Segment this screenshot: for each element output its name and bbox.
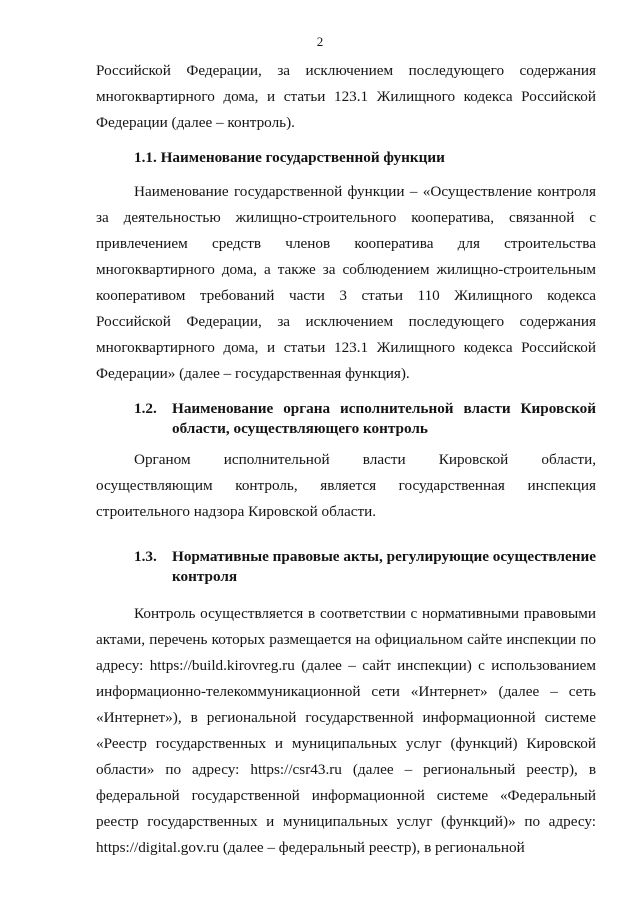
continuation-paragraph: Российской Федерации, за исключением последующего содержания многоквартирного дома, и статьи 123.1 Жилищного кодекса Российской Федерации (далее – контроль). [96,62,596,131]
document-body [96,58,596,861]
section-1-2-title: Наименование органа исполнительной власти Кировской области, осуществляющего контроль [172,400,596,437]
section-1-2-heading [96,399,596,439]
section-1-3 [96,547,596,861]
page-number: 2 [316,34,324,49]
section-1-1-heading: 1.1. Наименование государственной функции [134,149,445,166]
section-1-3-text: Контроль осуществляется в соответствии с нормативными правовыми актами, перечень которых размещается на официальном сайте инспекции по адресу: https://build.kirovreg.ru (далее – сайт инспекции) с использованием информационно-телекоммуникационной сети «Интернет» (далее – сеть «Интернет»), в региональной государственной информационной системе «Реестр государственных и муниципальных услуг (функций) Кировской области» по адресу: https://csr43.ru (далее – региональный реестр), в федеральной государственной информационной системе «Федеральный реестр государственных и муниципальных услуг (функций)» по адресу: https://digital.gov.ru (далее – федеральный реестр), в региональной [96,605,596,856]
section-1-1-text: Наименование государственной функции – «Осуществление контроля за деятельностью жилищно-строительного кооператива, связанной с привлечением средств членов кооператива для строительства многоквартирного дома, а также за соблюдением жилищно-строительным кооперативом требований части 3 статьи 110 Жилищного кодекса Российской Федерации, за исключением последующего содержания многоквартирного дома, и статьи 123.1 Жилищного кодекса Российской Федерации» (далее – государственная функция). [96,183,596,382]
section-1-2-text: Органом исполнительной власти Кировской области, осуществляющим контроль, является государственная инспекция строительного надзора Кировской области. [96,451,596,520]
section-1-3-title: Нормативные правовые акты, регулирующие осуществление контроля [172,548,596,585]
section-1-2 [96,399,596,525]
section-1-3-number: 1.3. [134,548,157,565]
section-1-2-number: 1.2. [134,400,157,417]
section-1-1 [96,148,596,387]
section-1-3-heading [96,547,596,587]
